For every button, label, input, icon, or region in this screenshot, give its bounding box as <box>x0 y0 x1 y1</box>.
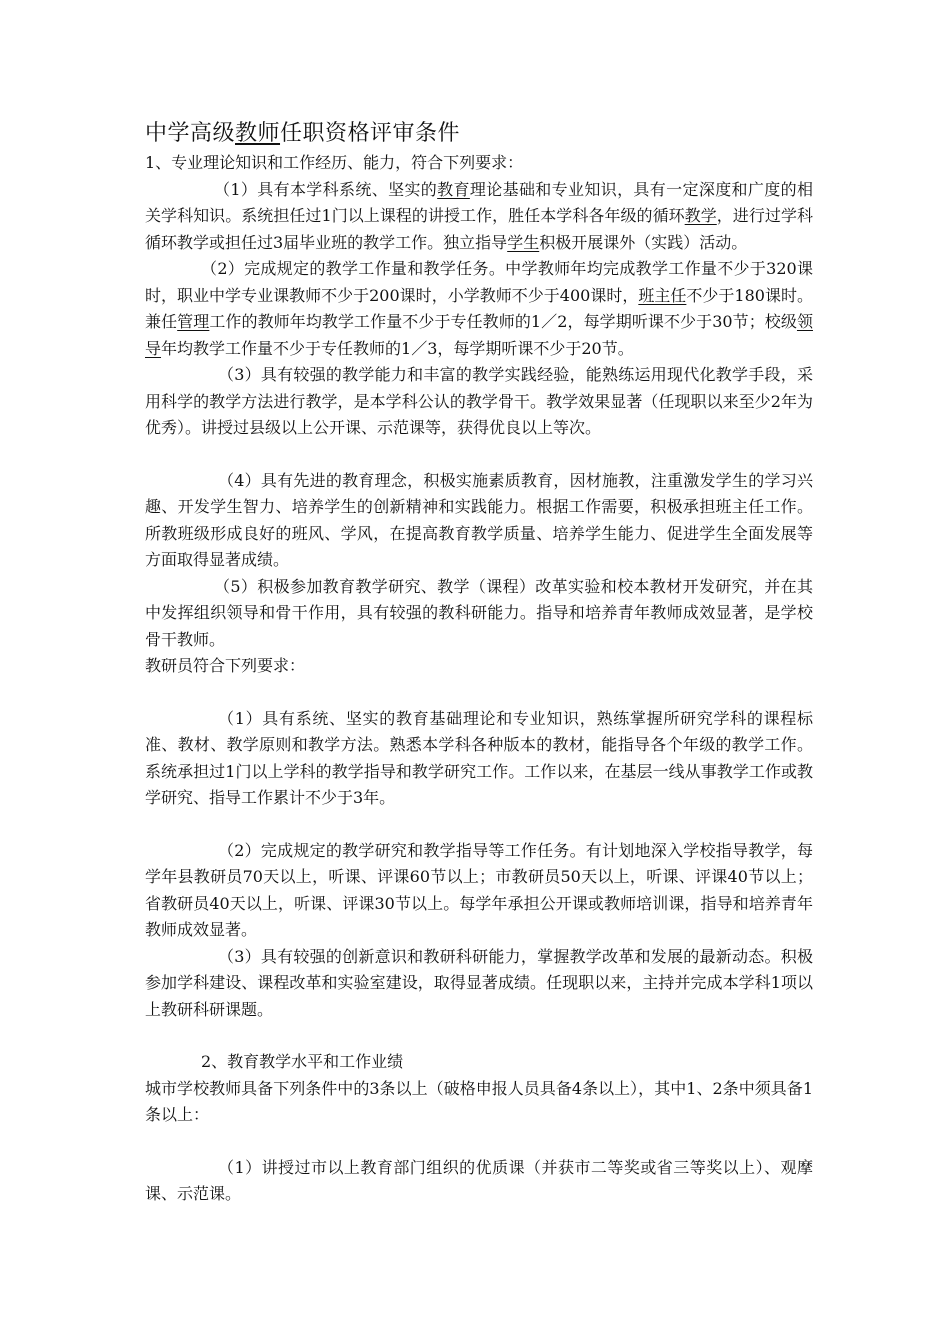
text-span: 积极开展课外（实践）活动。 <box>539 232 748 252</box>
title-link-teacher[interactable]: 教师 <box>235 121 281 146</box>
spacer <box>145 1023 813 1049</box>
text-span: （1）具有本学科系统、坚实的 <box>214 179 438 199</box>
text-span: 不少于180课时。兼任 <box>145 285 813 331</box>
section1-item-4: （4）具有先进的教育理念，积极实施素质教育，因材施教，注重激发学生的学习兴趣、开发学生智力、培养学生的创新精神和实践能力。根据工作需要，积极承担班主任工作。所教班级形成良好的班风、学风，在提高教育教学质量、培养学生能力、促进学生全面发展等方面取得显著成绩。 <box>145 470 813 569</box>
document-title <box>145 118 813 150</box>
link-management[interactable]: 管理 <box>177 312 210 331</box>
text-span: ，进行过学科循环教学或担任过3届毕业班的教学工作。独立指导 <box>145 206 813 252</box>
text-span: 理论基础和专业知识，具有一定深度和广度的相关学科知识。系统担任过1门以上课程的讲授工作，胜任本学科各年级的循环 <box>145 179 813 225</box>
section2-intro: 城市学校教师具备下列条件中的3条以上（破格申报人员具备4条以上），其中1、2条中须具备1条以上： <box>145 1078 813 1124</box>
link-education[interactable]: 教育 <box>437 179 470 199</box>
spacer <box>145 1129 813 1155</box>
section1-item-3: （3）具有较强的教学能力和丰富的教学实践经验，能熟练运用现代化教学手段，采用科学的教学方法进行教学，是本学科公认的教学骨干。教学效果显著（任现职以来至少2年为优秀）。讲授过县级以上公开课、示范课等，获得优良以上等次。 <box>145 365 813 437</box>
text-span: （2）完成规定的教学工作量和教学任务。中学教师年均完成教学工作量不少于320课时，职业中学专业课教师不少于200课时，小学教师不少于400课时， <box>145 259 813 305</box>
section1-heading: 1、专业理论知识和工作经历、能力，符合下列要求： <box>145 153 524 172</box>
researcher-heading: 教研员符合下列要求： <box>145 656 306 675</box>
link-leadership[interactable]: 领导 <box>145 312 813 358</box>
spacer <box>145 442 813 468</box>
researcher-item-2: （2）完成规定的教学研究和教学指导等工作任务。有计划地深入学校指导教学，每学年县教研员70天以上，听课、评课60节以上；市教研员50天以上，听课、评课40节以上；省教研员40天以上，听课、评课30节以上。每学年承担公开课或教师培训课，指导和培养青年教师成效显著。 <box>145 840 813 939</box>
section1-item-1 <box>145 177 813 257</box>
link-head-teacher[interactable]: 班主任 <box>638 285 687 305</box>
researcher-item-1: （1）具有系统、坚实的教育基础理论和专业知识，熟练掌握所研究学科的课程标准、教材、教学原则和教学方法。熟悉本学科各种版本的教材，能指导各个年级的教学工作。系统承担过1门以上学科的教学指导和教学研究工作。工作以来，在基层一线从事教学工作或教学研究、指导工作累计不少于3年。 <box>145 708 813 807</box>
document-body <box>145 118 813 1208</box>
text-span: 年均教学工作量不少于专任教师的1／3，每学期听课不少于20节。 <box>161 338 634 358</box>
section2-heading: 2、教育教学水平和工作业绩 <box>201 1052 404 1071</box>
link-teaching[interactable]: 教学 <box>684 206 717 225</box>
section1-item-2 <box>145 256 813 362</box>
researcher-item-3: （3）具有较强的创新意识和教研科研能力，掌握教学改革和发展的最新动态。积极参加学科建设、课程改革和实验室建设，取得显著成绩。任现职以来，主持并完成本学科1项以上教研科研课题。 <box>145 946 813 1019</box>
text-span: 工作的教师年均教学工作量不少于专任教师的1／2，每学期听课不少于30节；校级 <box>209 312 797 331</box>
link-student[interactable]: 学生 <box>507 232 540 252</box>
spacer <box>145 680 813 706</box>
section1-item-5: （5）积极参加教育教学研究、教学（课程）改革实验和校本教材开发研究，并在其中发挥组织领导和骨干作用，具有较强的教科研能力。指导和培养青年教师成效显著，是学校骨干教师。 <box>145 576 813 649</box>
spacer <box>145 812 813 838</box>
title-text-rest: 任职资格评审条件 <box>280 121 461 146</box>
section2-item-1: （1）讲授过市以上教育部门组织的优质课（并获市二等奖或省三等奖以上）、观摩课、示范课。 <box>145 1157 813 1203</box>
title-text: 中学高级 <box>145 121 236 146</box>
